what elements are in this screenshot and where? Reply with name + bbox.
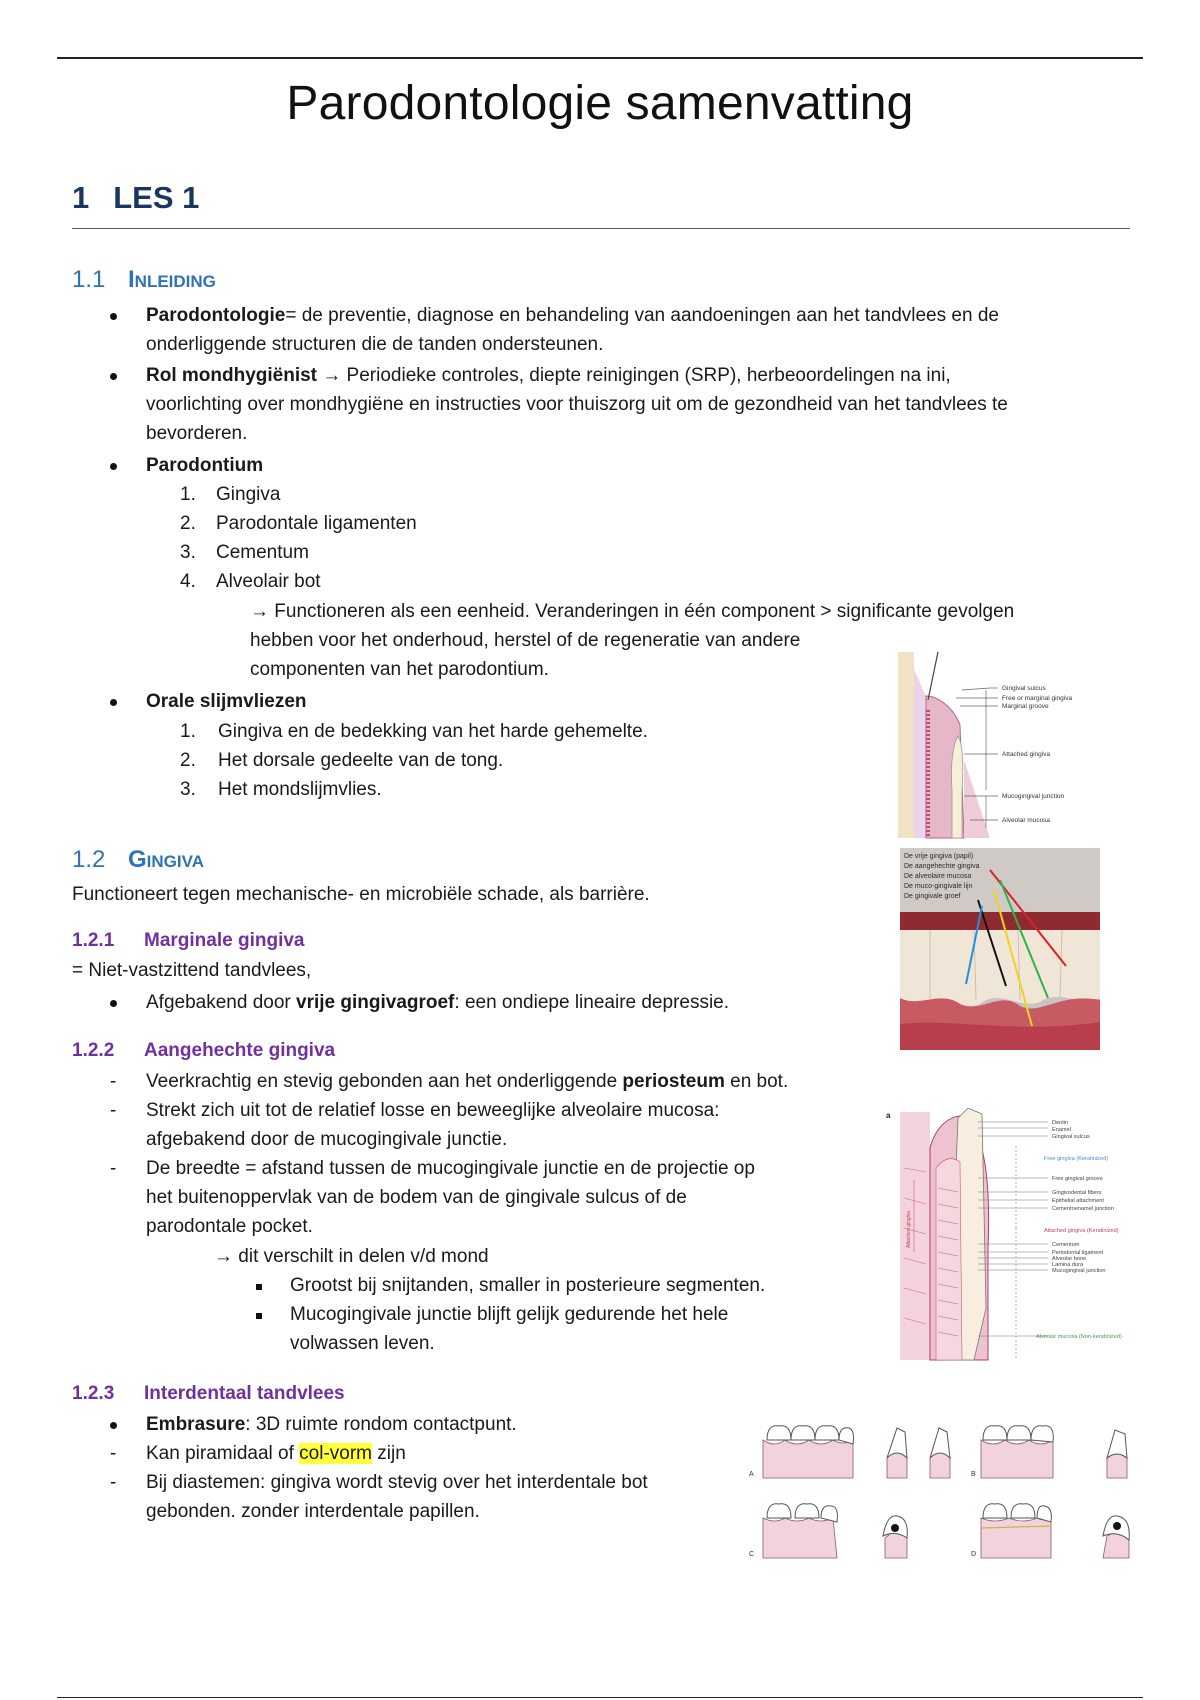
list-item: Bij diastemen: gingiva wordt stevig over het interdentale bot: [146, 1472, 648, 1493]
heading-1-2-3: [72, 1383, 345, 1405]
fig1-label: Alveolar mucosa: [1002, 817, 1051, 824]
heading-1-2-2-text: Aangehechte gingiva: [144, 1040, 336, 1061]
list-item-continuation: parodontale pocket.: [146, 1216, 313, 1237]
dash-bullet: -: [110, 1472, 117, 1493]
heading-1-2-1: [72, 930, 304, 952]
top-rule: [57, 57, 1143, 59]
fig3-label: Attached gingiva (Keratinized): [1044, 1228, 1119, 1234]
fig4-panel-label: A: [749, 1471, 754, 1478]
fig3-panel-label: a: [886, 1111, 891, 1120]
parodontium-item: Alveolair bot: [216, 571, 321, 592]
fig3-label: Gingival sulcus: [1052, 1134, 1090, 1140]
fig3-label: Free gingival groove: [1052, 1176, 1103, 1182]
fig1-label: Marginal groove: [1002, 703, 1049, 710]
list-number: 1.: [180, 484, 196, 505]
fig4-panel-label: D: [971, 1551, 977, 1558]
sub-list-item-continuation: volwassen leven.: [290, 1333, 435, 1354]
bullet-icon: [110, 1000, 117, 1007]
list-item: Kan piramidaal of col-vorm zijn: [146, 1443, 406, 1464]
heading-1-text: LES 1: [113, 180, 200, 215]
fig3-label: Free gingiva (Keratinized): [1044, 1156, 1109, 1162]
fig1-label: Mucogingival junction: [1002, 793, 1065, 800]
gingiva-histology-diagram: [878, 1108, 1130, 1364]
fig3-label: Gingivodental fibers: [1052, 1190, 1102, 1196]
fig2-label: De alveolaire mucosa: [904, 873, 972, 880]
list-item-continuation: het buitenoppervlak van de bodem van de gingivale sulcus of de: [146, 1187, 687, 1208]
sub-list-item: Grootst bij snijtanden, smaller in posterieure segmenten.: [290, 1275, 766, 1296]
fig3-label: Cementoenamel junction: [1052, 1206, 1114, 1212]
heading-1-2: [72, 846, 204, 874]
fig1-label: Attached gingiva: [1002, 751, 1051, 758]
fig2-label: De vrije gingiva (papil): [904, 853, 974, 860]
list-item-continuation: voorlichting over mondhygiëne en instructies voor thuiszorg uit om de gezondheid van het tandvlees te: [146, 394, 1008, 415]
list-item: Afgebakend door vrije gingivagroef: een ondiepe lineaire depressie.: [146, 992, 730, 1013]
dash-bullet: -: [110, 1158, 117, 1179]
list-item-continuation: gebonden. zonder interdentale papillen.: [146, 1501, 480, 1522]
list-number: 2.: [180, 750, 196, 771]
fig2-label: De gingivale groef: [904, 893, 961, 900]
list-item: Veerkrachtig en stevig gebonden aan het onderliggende periosteum en bot.: [146, 1071, 789, 1092]
heading-1-2-3-number: 1.2.3: [72, 1383, 115, 1404]
arrow-note-continuation: componenten van het parodontium.: [250, 659, 549, 680]
heading-1-2-text: Gingiva: [128, 846, 204, 873]
list-number: 3.: [180, 542, 196, 563]
list-number: 1.: [180, 721, 196, 742]
fig3-label: Lamina dura: [1052, 1262, 1084, 1268]
heading-1-1-text: Inleiding: [128, 266, 216, 293]
list-item: Parodontologie= de preventie, diagnose en behandeling van aandoeningen aan het tandvlees en de: [146, 305, 999, 326]
list-item-continuation: bevorderen.: [146, 423, 248, 444]
list-number: 2.: [180, 513, 196, 534]
heading-1-2-2-number: 1.2.2: [72, 1040, 115, 1061]
arrow-note-continuation: hebben voor het onderhoud, herstel of de regeneratie van andere: [250, 630, 801, 651]
gingiva-clinical-photo: [900, 848, 1100, 1050]
dash-bullet: -: [110, 1100, 117, 1121]
paragraph: Functioneert tegen mechanische- en microbiële schade, als barrière.: [72, 884, 650, 905]
fig3-label: Periodontal ligament: [1052, 1250, 1103, 1256]
slijmvlies-item: Gingiva en de bedekking van het harde gehemelte.: [218, 721, 648, 742]
bullet-icon: [110, 373, 117, 380]
bullet-icon: [110, 313, 117, 320]
list-item-continuation: onderliggende structuren die de tanden ondersteunen.: [146, 334, 604, 355]
parodontium-item: Parodontale ligamenten: [216, 513, 417, 534]
fig4-panel-label: B: [971, 1471, 976, 1478]
fig3-label: Enamel: [1052, 1127, 1071, 1133]
arrow-note: → dit verschilt in delen v/d mond: [214, 1246, 489, 1267]
heading-1: [72, 180, 199, 216]
square-bullet-icon: [256, 1313, 262, 1319]
heading-1-2-1-number: 1.2.1: [72, 930, 115, 951]
fig2-label: De aangehechte gingiva: [904, 863, 980, 870]
slijmvlies-item: Het mondslijmvlies.: [218, 779, 382, 800]
list-item: Rol mondhygiënist → Periodieke controles, diepte reinigingen (SRP), herbeoordelingen na ini,: [146, 365, 951, 386]
sub-list-item: Mucogingivale junctie blijft gelijk gedurende het hele: [290, 1304, 729, 1325]
heading-1-number: 1: [72, 180, 90, 215]
fig2-label: De muco-gingivale lijn: [904, 883, 973, 890]
heading-1-underline: [72, 228, 1130, 229]
heading-1-2-number: 1.2: [72, 846, 106, 873]
list-item: Strekt zich uit tot de relatief losse en beweeglijke alveolaire mucosa:: [146, 1100, 720, 1121]
list-item: Parodontium: [146, 455, 264, 476]
fig3-side-label: Attached gingiva: [906, 1211, 912, 1248]
bullet-icon: [110, 463, 117, 470]
gingiva-anatomy-figure: [898, 650, 1098, 840]
bullet-icon: [110, 1422, 117, 1429]
list-item: De breedte = afstand tussen de mucogingivale junctie en de projectie op: [146, 1158, 755, 1179]
bottom-rule: [57, 1697, 1143, 1698]
list-item: Embrasure: 3D ruimte rondom contactpunt.: [146, 1414, 517, 1435]
heading-1-2-1-text: Marginale gingiva: [144, 930, 305, 951]
fig3-label: Epithelial attachment: [1052, 1198, 1104, 1204]
list-item: Orale slijmvliezen: [146, 691, 307, 712]
fig1-label: Gingival sulcus: [1002, 685, 1046, 692]
document-title: Parodontologie samenvatting: [286, 77, 914, 130]
dash-bullet: -: [110, 1071, 117, 1092]
list-item-continuation: afgebakend door de mucogingivale junctie.: [146, 1129, 508, 1150]
paragraph: = Niet-vastzittend tandvlees,: [72, 960, 312, 981]
fig3-label: Mucogingival junction: [1052, 1268, 1106, 1274]
fig3-label: Alveolar mucosa (Non-keratinized): [1036, 1334, 1122, 1340]
fig1-label: Free or marginal gingiva: [1002, 695, 1073, 702]
heading-1-2-2: [72, 1040, 335, 1062]
heading-1-1: [72, 266, 216, 294]
parodontium-item: Cementum: [216, 542, 309, 563]
fig3-label: Cementum: [1052, 1242, 1080, 1248]
heading-1-2-3-text: Interdentaal tandvlees: [144, 1383, 345, 1404]
fig4-panel-label: C: [749, 1551, 755, 1558]
list-number: 4.: [180, 571, 196, 592]
list-number: 3.: [180, 779, 196, 800]
arrow-note: → Functioneren als een eenheid. Veranderingen in één component > significante gevolgen: [250, 601, 1015, 622]
heading-1-1-number: 1.1: [72, 266, 106, 293]
square-bullet-icon: [256, 1284, 262, 1290]
interdental-papilla-figure: [745, 1418, 1157, 1560]
highlighted-term: col-vorm: [299, 1443, 372, 1464]
fig3-label: Dentin: [1052, 1120, 1069, 1126]
parodontium-item: Gingiva: [216, 484, 281, 505]
slijmvlies-item: Het dorsale gedeelte van de tong.: [218, 750, 504, 771]
bullet-icon: [110, 699, 117, 706]
dash-bullet: -: [110, 1443, 117, 1464]
fig3-label: Alveolar bone: [1052, 1256, 1087, 1262]
